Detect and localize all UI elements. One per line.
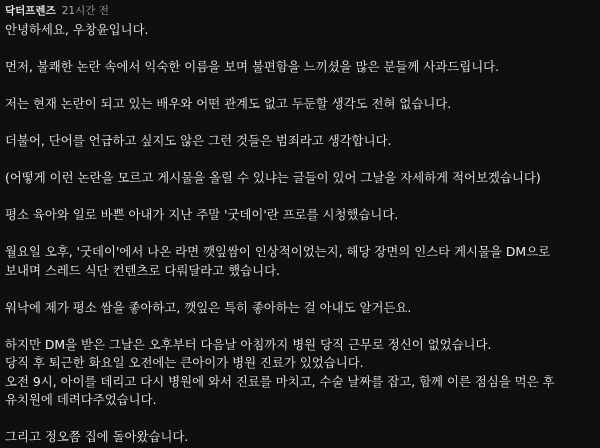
comment-paragraph: 워낙에 제가 평소 쌈을 좋아하고, 깻잎은 특히 좋아하는 걸 아내도 알거든요. bbox=[5, 299, 412, 315]
comment-paragraph: 월요일 오후, '굿데이'에서 나온 라면 깻잎쌈이 인상적이었는지, 해당 장면의 인스타 게시물을 DM으로 보내며 스레드 식단 컨텐츠로 다뤄달라고 했습니다. bbox=[5, 244, 551, 278]
paragraph-gap bbox=[5, 151, 597, 170]
paragraph-gap bbox=[5, 188, 597, 207]
comment-timestamp[interactable]: 21시간 전 bbox=[61, 5, 109, 17]
comment-paragraph: 저는 현재 논란이 되고 있는 배우와 어떤 관계도 없고 두둔할 생각도 전혀 없습니다. bbox=[5, 96, 452, 111]
paragraph-gap bbox=[5, 280, 597, 299]
paragraph-gap bbox=[5, 317, 597, 336]
comment-paragraph: 먼저, 불쾌한 논란 속에서 익숙한 이름을 보며 불편함을 느끼셨을 많은 분들께 사과드립니다. bbox=[5, 59, 500, 74]
paragraph-gap bbox=[5, 410, 597, 429]
comment-paragraph: 안녕하세요, 우창윤입니다. bbox=[5, 22, 149, 37]
comment-author[interactable]: 닥터프렌즈 bbox=[5, 5, 56, 17]
comment-paragraph: (어떻게 이런 논란을 모르고 게시물을 올릴 수 있냐는 글들이 있어 그날을 자세하게 적어보겠습니다) bbox=[5, 170, 541, 185]
paragraph-gap bbox=[5, 114, 597, 133]
comment-paragraph: 하지만 DM을 받은 그날은 오후부터 다음날 아침까지 병원 당직 근무로 정신이 없었습니다. 당직 후 퇴근한 화요일 오전에는 큰아이가 병원 진료가 있었습니다. 오전 9시, 아이를 데리고 다시 병원에 와서 진료를 마치고, 수술 날짜를 잡고, 함께 이른 점심을 먹은 후 유치원에 데려다주었습니다. bbox=[5, 336, 555, 407]
paragraph-gap bbox=[5, 77, 597, 96]
comment-paragraph: 더불어, 단어를 언급하고 싶지도 않은 그런 것들은 범죄라고 생각합니다. bbox=[5, 133, 392, 148]
paragraph-gap bbox=[5, 225, 597, 244]
comment-body bbox=[5, 21, 597, 447]
comment-paragraph: 그리고 정오쯤 집에 돌아왔습니다. bbox=[5, 429, 189, 444]
comment-paragraph: 평소 육아와 일로 바쁜 아내가 지난 주말 '굿데이'란 프로를 시청했습니다. bbox=[5, 207, 399, 222]
paragraph-gap bbox=[5, 40, 597, 59]
comment-header bbox=[5, 3, 600, 21]
